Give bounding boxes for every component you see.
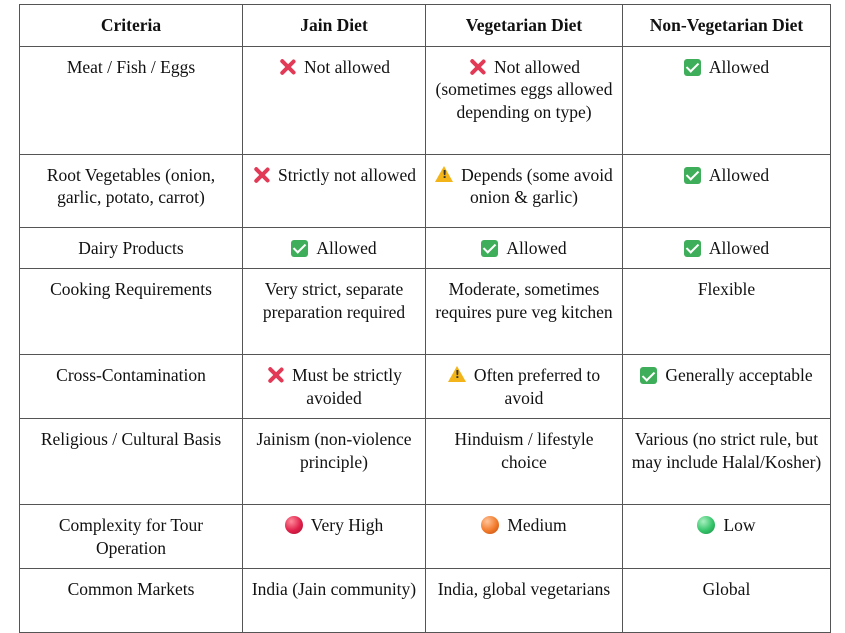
warning-icon <box>448 366 466 382</box>
cell-text: Global <box>702 579 751 599</box>
cell-text: Flexible <box>697 279 756 299</box>
warning-icon <box>435 166 453 182</box>
cell-text: Strictly not allowed <box>277 164 417 185</box>
check-mark-icon <box>481 240 498 257</box>
red-circle-icon <box>285 516 303 534</box>
cell-text: Must be strictly avoided <box>292 365 402 408</box>
check-mark-icon <box>291 240 308 257</box>
cross-mark-icon <box>252 166 270 184</box>
cell-text: Very strict, separate preparation required <box>262 279 406 322</box>
nonveg-cell <box>623 419 831 505</box>
criteria-cell: Dairy Products <box>20 227 243 269</box>
nonveg-cell <box>623 227 831 269</box>
table-row <box>20 227 831 269</box>
header-criteria: Criteria <box>20 5 243 47</box>
nonveg-cell <box>623 569 831 633</box>
cell-text: India (Jain community) <box>251 579 417 599</box>
criteria-cell: Cooking Requirements <box>20 269 243 355</box>
cell-text: Often preferred to avoid <box>473 365 601 408</box>
header-non-vegetarian-diet: Non-Vegetarian Diet <box>623 5 831 47</box>
jain-cell <box>243 569 426 633</box>
header-vegetarian-diet: Vegetarian Diet <box>426 5 623 47</box>
veg-cell <box>426 227 623 269</box>
nonveg-cell <box>623 46 831 154</box>
table-row <box>20 419 831 505</box>
nonveg-cell <box>623 154 831 227</box>
criteria-cell: Complexity for Tour Operation <box>20 505 243 569</box>
cell-text: Generally acceptable <box>665 365 813 385</box>
cell-text: Not allowed <box>303 56 391 77</box>
diet-comparison-table <box>19 4 831 633</box>
table-row <box>20 154 831 227</box>
criteria-cell: Meat / Fish / Eggs <box>20 46 243 154</box>
veg-cell <box>426 269 623 355</box>
nonveg-cell <box>623 269 831 355</box>
cell-text: Very High <box>310 515 384 535</box>
cell-text: Medium <box>507 515 567 535</box>
cell-text: Hinduism / lifestyle choice <box>454 429 594 472</box>
table-row <box>20 269 831 355</box>
nonveg-cell <box>623 355 831 419</box>
cell-text: India, global vegetarians <box>437 579 611 599</box>
criteria-cell: Root Vegetables (onion, garlic, potato, carrot) <box>20 154 243 227</box>
veg-cell <box>426 154 623 227</box>
check-mark-icon <box>640 367 657 384</box>
cross-mark-icon <box>278 58 296 76</box>
veg-cell <box>426 569 623 633</box>
cell-text: Jainism (non-violence principle) <box>256 429 412 472</box>
table-row <box>20 355 831 419</box>
cell-text: Allowed <box>316 237 377 258</box>
veg-cell <box>426 355 623 419</box>
green-circle-icon <box>697 516 715 534</box>
criteria-cell: Common Markets <box>20 569 243 633</box>
criteria-cell: Religious / Cultural Basis <box>20 419 243 505</box>
veg-cell <box>426 419 623 505</box>
cell-text: Depends (some avoid onion & garlic) <box>461 164 613 207</box>
jain-cell <box>243 227 426 269</box>
cross-mark-icon <box>266 366 284 384</box>
cross-mark-icon <box>468 58 486 76</box>
check-mark-icon <box>684 240 701 257</box>
veg-cell <box>426 46 623 154</box>
cell-text: Allowed <box>708 237 770 258</box>
nonveg-cell <box>623 505 831 569</box>
cell-text: Allowed <box>708 164 770 185</box>
table-row <box>20 46 831 154</box>
veg-cell <box>426 505 623 569</box>
jain-cell <box>243 154 426 227</box>
jain-cell <box>243 505 426 569</box>
cell-text: Allowed <box>708 56 770 77</box>
jain-cell <box>243 355 426 419</box>
table-row <box>20 569 831 633</box>
cell-text: Not allowed (sometimes eggs allowed depending on type) <box>435 56 613 122</box>
jain-cell <box>243 269 426 355</box>
header-row <box>20 5 831 47</box>
cell-text: Low <box>723 515 756 535</box>
jain-cell <box>243 46 426 154</box>
check-mark-icon <box>684 167 701 184</box>
header-jain-diet: Jain Diet <box>243 5 426 47</box>
table-row <box>20 505 831 569</box>
cell-text: Allowed <box>506 237 567 258</box>
criteria-cell: Cross-Contamination <box>20 355 243 419</box>
jain-cell <box>243 419 426 505</box>
cell-text: Various (no strict rule, but may include Halal/Kosher) <box>631 429 822 472</box>
check-mark-icon <box>684 59 701 76</box>
orange-circle-icon <box>481 516 499 534</box>
cell-text: Moderate, sometimes requires pure veg kitchen <box>435 279 613 322</box>
